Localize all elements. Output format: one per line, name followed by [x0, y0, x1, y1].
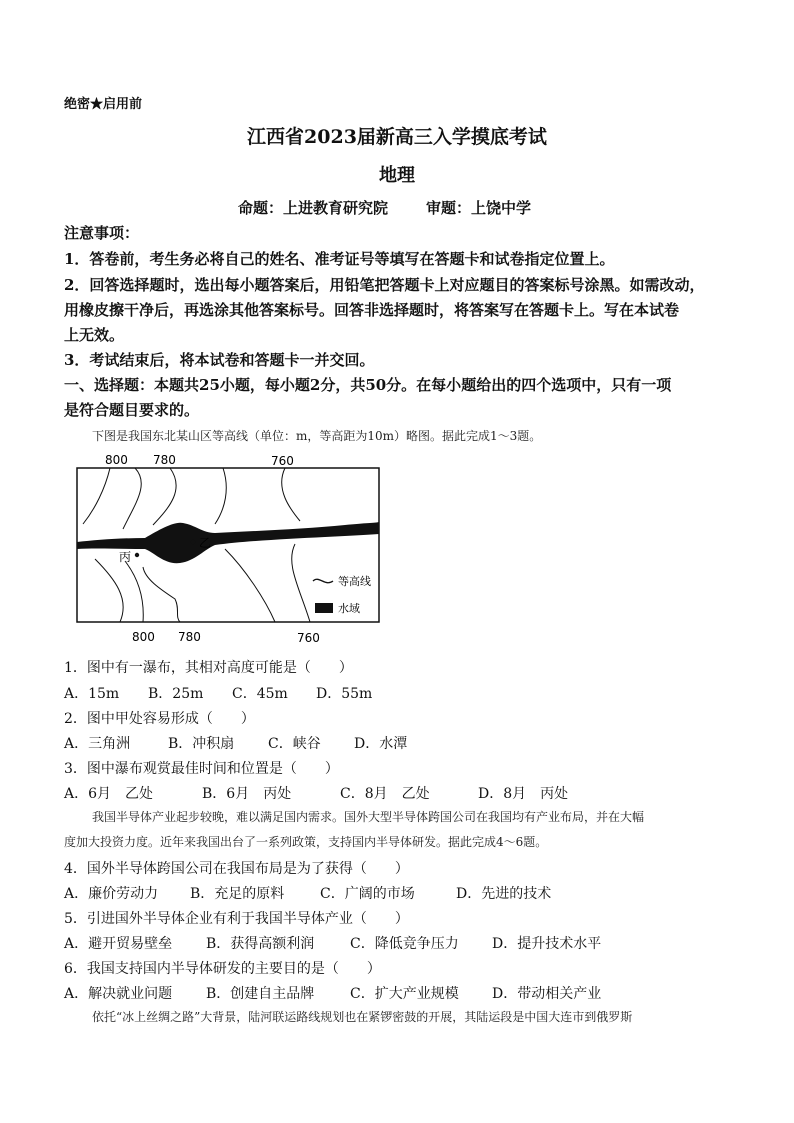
setter: 命题：上进教育研究院 [238, 199, 389, 217]
label-top-780: 780 [153, 453, 176, 467]
notes-heading: 注意事项： [64, 224, 140, 242]
option[interactable]: A．6月 乙处 [64, 786, 154, 802]
label-bottom-780: 780 [178, 630, 201, 644]
note-line: 上无效。 [64, 326, 125, 344]
option[interactable]: C．扩大产业规模 [350, 986, 459, 1002]
option[interactable]: D．水潭 [354, 736, 408, 752]
option[interactable]: B．创建自主品牌 [206, 986, 315, 1002]
label-bottom-800: 800 [132, 630, 155, 644]
label-top-760: 760 [271, 454, 294, 468]
note-line: 3．考试结束后，将本试卷和答题卡一并交回。 [64, 351, 375, 369]
option[interactable]: D．8月 丙处 [478, 786, 569, 802]
option[interactable]: C．降低竞争压力 [350, 936, 459, 952]
question-options [64, 883, 551, 903]
note-line: 2．回答选择题时，选出每小题答案后，用铅笔把答题卡上对应题目的答案标号涂黑。如需改动， [64, 276, 705, 294]
legend-water-label: 水域 [338, 602, 360, 615]
question-options [64, 933, 601, 953]
option[interactable]: D．55m [316, 686, 373, 702]
option[interactable]: B．6月 丙处 [202, 786, 292, 802]
question-options [64, 783, 568, 803]
group3-intro: 依托“冰上丝绸之路”大背景，陆河联运路线规划也在紧锣密鼓的开展，其陆运段是中国大连市到俄罗斯 [92, 1010, 633, 1024]
question-stem: 2．图中甲处容易形成（ ） [64, 711, 255, 727]
label-top-800: 800 [105, 453, 128, 467]
option[interactable]: C．8月 乙处 [340, 786, 430, 802]
option[interactable]: D．带动相关产业 [492, 986, 602, 1002]
authors-line [238, 197, 569, 218]
option[interactable]: C．广阔的市场 [320, 886, 415, 902]
option[interactable]: D．先进的技术 [456, 886, 552, 902]
point-yi-label: 乙 [199, 536, 212, 550]
question-stem: 4．国外半导体跨国公司在我国布局是为了获得（ ） [64, 861, 409, 877]
option[interactable]: A．15m [64, 686, 120, 702]
question-stem: 5．引进国外半导体企业有利于我国半导体产业（ ） [64, 911, 409, 927]
label-bottom-760: 760 [297, 631, 320, 645]
question-stem: 1．图中有一瀑布，其相对高度可能是（ ） [64, 660, 353, 676]
legend-contour-label: 等高线 [338, 575, 371, 588]
option[interactable]: A．三角洲 [64, 736, 131, 752]
option[interactable]: B．充足的原料 [190, 886, 285, 902]
point-bing-label: 丙 [119, 550, 132, 564]
group2-intro: 我国半导体产业起步较晚，难以满足国内需求。国外大型半导体跨国公司在我国均有产业布局，并在大幅 [92, 810, 645, 824]
note-line: 用橡皮擦干净后，再选涂其他答案标号。回答非选择题时，将答案写在答题卡上。写在本试卷 [64, 301, 680, 319]
subject-title: 地理 [379, 165, 415, 186]
section-heading: 一、选择题：本题共25小题，每小题2分，共50分。在每小题给出的四个选项中，只有一项 [64, 376, 672, 394]
question-stem: 3．图中瀑布观赏最佳时间和位置是（ ） [64, 761, 339, 777]
option[interactable]: A．避开贸易壁垒 [64, 936, 173, 952]
option[interactable]: C．峡谷 [268, 736, 321, 752]
option[interactable]: B．25m [148, 686, 204, 702]
option[interactable]: C．45m [232, 686, 288, 702]
group1-intro: 下图是我国东北某山区等高线（单位：m，等高距为10m）略图。据此完成1～3题。 [92, 429, 542, 443]
exam-title: 江西省2023届新高三入学摸底考试 [247, 126, 547, 148]
option[interactable]: B．冲积扇 [168, 736, 235, 752]
question-stem: 6．我国支持国内半导体研发的主要目的是（ ） [64, 961, 381, 977]
contour-map [75, 449, 395, 649]
point-yi-dot [191, 540, 195, 544]
question-options [64, 983, 601, 1003]
option[interactable]: D．提升技术水平 [492, 936, 602, 952]
group2-intro-cont: 度加大投资力度。近年来我国出台了一系列政策，支持国内半导体研发。据此完成4～6题。 [64, 835, 548, 849]
point-bing-dot [135, 553, 139, 557]
reviewer: 审题：上饶中学 [426, 199, 532, 217]
option[interactable]: A．解决就业问题 [64, 986, 173, 1002]
option[interactable]: A．廉价劳动力 [64, 886, 159, 902]
legend-water-symbol [315, 603, 333, 613]
option[interactable]: B．获得高额利润 [206, 936, 315, 952]
question-options [64, 683, 372, 703]
note-line: 1．答卷前，考生务必将自己的姓名、准考证号等填写在答题卡和试卷指定位置上。 [64, 250, 615, 268]
confidential-mark: 绝密★启用前 [64, 97, 143, 112]
section-heading-cont: 是符合题目要求的。 [64, 401, 200, 419]
question-options [64, 733, 407, 753]
